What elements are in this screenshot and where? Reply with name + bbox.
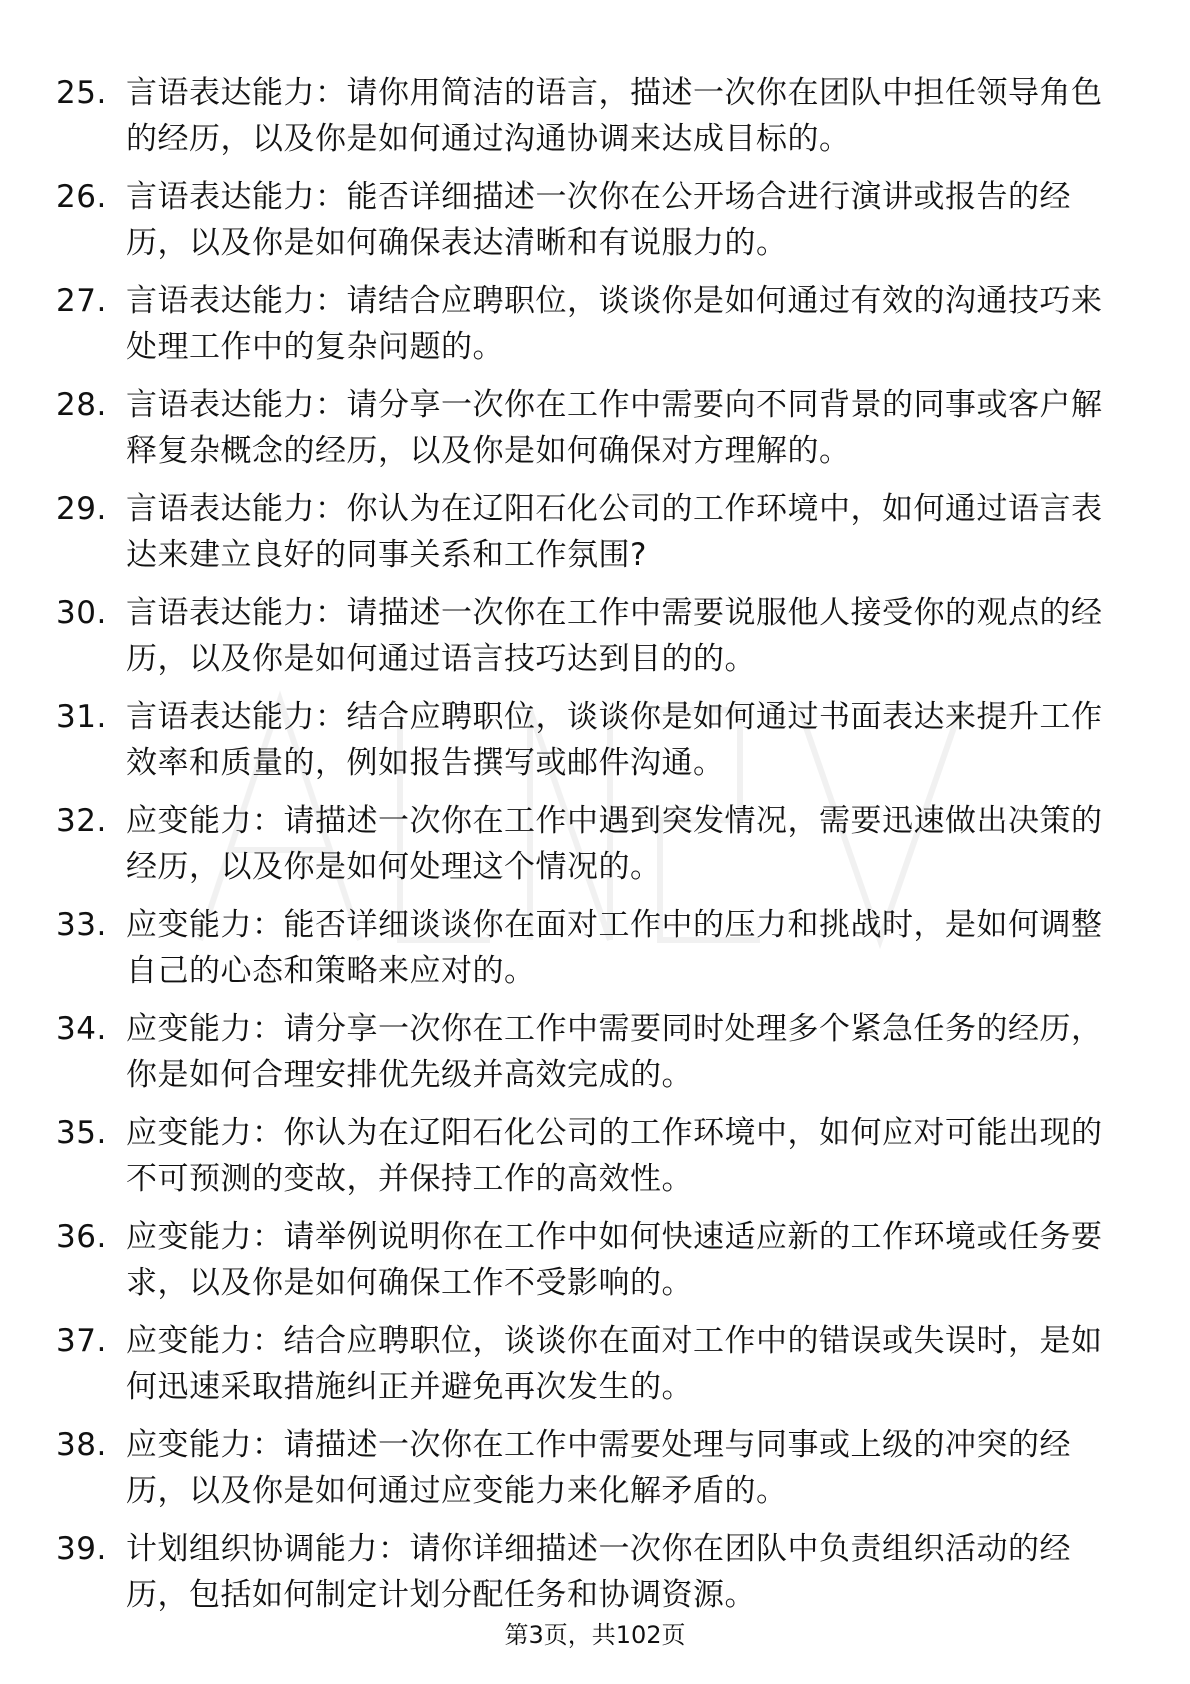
question-item [56, 590, 1116, 694]
question-text: 应变能力：你认为在辽阳石化公司的工作环境中，如何应对可能出现的不可预测的变故，并保持工作的高效性。 [126, 1115, 1103, 1197]
question-text: 言语表达能力：能否详细描述一次你在公开场合进行演讲或报告的经历，以及你是如何确保表达清晰和有说服力的。 [126, 179, 1071, 261]
question-text: 言语表达能力：结合应聘职位，谈谈你是如何通过书面表达来提升工作效率和质量的，例如报告撰写或邮件沟通。 [126, 699, 1103, 781]
question-text: 言语表达能力：请分享一次你在工作中需要向不同背景的同事或客户解释复杂概念的经历，以及你是如何确保对方理解的。 [126, 387, 1103, 469]
question-item [56, 382, 1116, 486]
question-item [56, 278, 1116, 382]
question-number: 28. [56, 387, 107, 423]
question-item [56, 798, 1116, 902]
question-number: 38. [56, 1427, 107, 1463]
question-list [56, 70, 1116, 1630]
question-text: 应变能力：结合应聘职位，谈谈你在面对工作中的错误或失误时，是如何迅速采取措施纠正并避免再次发生的。 [126, 1323, 1103, 1405]
question-item [56, 1110, 1116, 1214]
question-number: 29. [56, 491, 107, 527]
question-text: 应变能力：请描述一次你在工作中遇到突发情况，需要迅速做出决策的经历，以及你是如何处理这个情况的。 [126, 803, 1103, 885]
question-text: 言语表达能力：请结合应聘职位，谈谈你是如何通过有效的沟通技巧来处理工作中的复杂问题的。 [126, 283, 1103, 365]
question-number: 31. [56, 699, 107, 735]
question-number: 25. [56, 75, 107, 111]
question-item [56, 1006, 1116, 1110]
question-text: 应变能力：请举例说明你在工作中如何快速适应新的工作环境或任务要求，以及你是如何确保工作不受影响的。 [126, 1219, 1103, 1301]
question-item [56, 694, 1116, 798]
question-number: 33. [56, 907, 107, 943]
question-text: 计划组织协调能力：请你详细描述一次你在团队中负责组织活动的经历，包括如何制定计划分配任务和协调资源。 [126, 1531, 1071, 1613]
question-number: 30. [56, 595, 107, 631]
question-item [56, 1318, 1116, 1422]
question-item [56, 1526, 1116, 1630]
question-number: 26. [56, 179, 107, 215]
question-number: 27. [56, 283, 107, 319]
question-item [56, 70, 1116, 174]
question-text: 言语表达能力：请描述一次你在工作中需要说服他人接受你的观点的经历，以及你是如何通过语言技巧达到目的的。 [126, 595, 1103, 677]
question-item [56, 902, 1116, 1006]
question-item [56, 486, 1116, 590]
question-number: 36. [56, 1219, 107, 1255]
question-number: 35. [56, 1115, 107, 1151]
question-text: 应变能力：能否详细谈谈你在面对工作中的压力和挑战时，是如何调整自己的心态和策略来应对的。 [126, 907, 1103, 989]
question-item [56, 1422, 1116, 1526]
question-number: 32. [56, 803, 107, 839]
question-text: 言语表达能力：你认为在辽阳石化公司的工作环境中，如何通过语言表达来建立良好的同事关系和工作氛围? [126, 491, 1103, 573]
question-item [56, 174, 1116, 278]
question-text: 言语表达能力：请你用简洁的语言，描述一次你在团队中担任领导角色的经历，以及你是如何通过沟通协调来达成目标的。 [126, 75, 1103, 157]
question-number: 39. [56, 1531, 107, 1567]
question-text: 应变能力：请分享一次你在工作中需要同时处理多个紧急任务的经历，你是如何合理安排优先级并高效完成的。 [126, 1011, 1103, 1093]
question-item [56, 1214, 1116, 1318]
question-number: 34. [56, 1011, 107, 1047]
question-number: 37. [56, 1323, 107, 1359]
page-indicator: 第3页，共102页 [504, 1621, 686, 1649]
question-text: 应变能力：请描述一次你在工作中需要处理与同事或上级的冲突的经历，以及你是如何通过应变能力来化解矛盾的。 [126, 1427, 1071, 1509]
